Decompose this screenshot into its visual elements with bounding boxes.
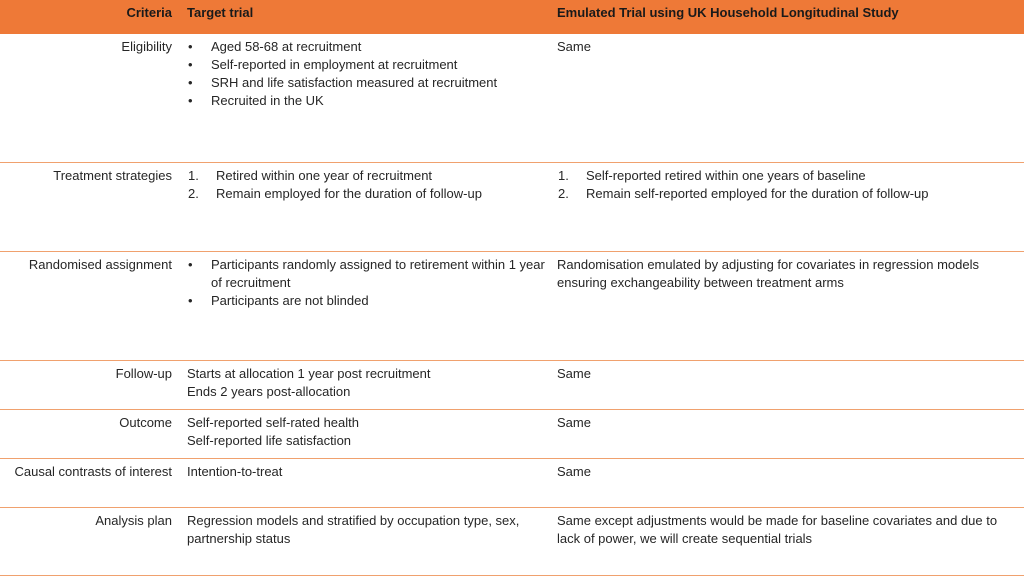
list-number: 2. (558, 186, 569, 201)
emulated-analysis-plan: Same except adjustments would be made for baseline covariates and due to lack of power, we will create sequential trials (550, 508, 1024, 576)
criteria-analysis-plan: Analysis plan (0, 508, 180, 576)
list-item-text: Self-reported retired within one years of baseline (586, 168, 866, 183)
emulated-outcome: Same (550, 410, 1024, 459)
list-item: • Aged 58-68 at recruitment (187, 38, 550, 56)
header-criteria: Criteria (0, 0, 180, 34)
list-number: 2. (188, 186, 199, 201)
list-number: 1. (188, 168, 199, 183)
text-line: Self-reported life satisfaction (187, 433, 352, 448)
target-treatment-strategies (180, 163, 550, 252)
list-item: • Participants are not blinded (187, 292, 550, 310)
list-item (557, 185, 1014, 203)
bullet-list (187, 38, 550, 110)
text-line: Ends 2 years post-allocation (187, 384, 351, 399)
target-randomised-assignment (180, 252, 550, 361)
emulated-follow-up: Same (550, 361, 1024, 410)
criteria-outcome: Outcome (0, 410, 180, 459)
list-item: • SRH and life satisfaction measured at recruitment (187, 74, 550, 92)
text-line: Self-reported self-rated health (187, 415, 359, 430)
list-number: 1. (558, 168, 569, 183)
list-item (557, 167, 1014, 185)
emulated-eligibility: Same (550, 34, 1024, 163)
list-item-text: Retired within one year of recruitment (216, 168, 433, 183)
emulated-randomised-assignment: Randomisation emulated by adjusting for covariates in regression models ensuring exchangeability between treatment arms (550, 252, 1024, 361)
target-analysis-plan: Regression models and stratified by occupation type, sex, partnership status (180, 508, 550, 576)
bullet-list (187, 256, 550, 310)
list-item-text: Remain self-reported employed for the duration of follow-up (586, 186, 929, 201)
list-item: • Recruited in the UK (187, 92, 550, 110)
emulated-treatment-strategies (550, 163, 1024, 252)
numbered-list (187, 167, 550, 203)
criteria-eligibility: Eligibility (0, 34, 180, 163)
criteria-causal-contrasts: Causal contrasts of interest (0, 459, 180, 508)
target-outcome (180, 410, 550, 459)
header-target-trial: Target trial (180, 0, 550, 34)
list-item-text: Remain employed for the duration of follow-up (216, 186, 482, 201)
criteria-treatment-strategies: Treatment strategies (0, 163, 180, 252)
list-item: • Self-reported in employment at recruitment (187, 56, 550, 74)
numbered-list (557, 167, 1014, 203)
header-emulated-trial: Emulated Trial using UK Household Longitudinal Study (550, 0, 1024, 34)
criteria-randomised-assignment: Randomised assignment (0, 252, 180, 361)
target-follow-up (180, 361, 550, 410)
list-item: • Participants randomly assigned to retirement within 1 year of recruitment (187, 256, 550, 292)
target-eligibility (180, 34, 550, 163)
list-item (187, 185, 550, 203)
criteria-follow-up: Follow-up (0, 361, 180, 410)
text-line: Starts at allocation 1 year post recruitment (187, 366, 431, 381)
target-causal-contrasts: Intention-to-treat (180, 459, 550, 508)
emulated-causal-contrasts: Same (550, 459, 1024, 508)
list-item (187, 167, 550, 185)
